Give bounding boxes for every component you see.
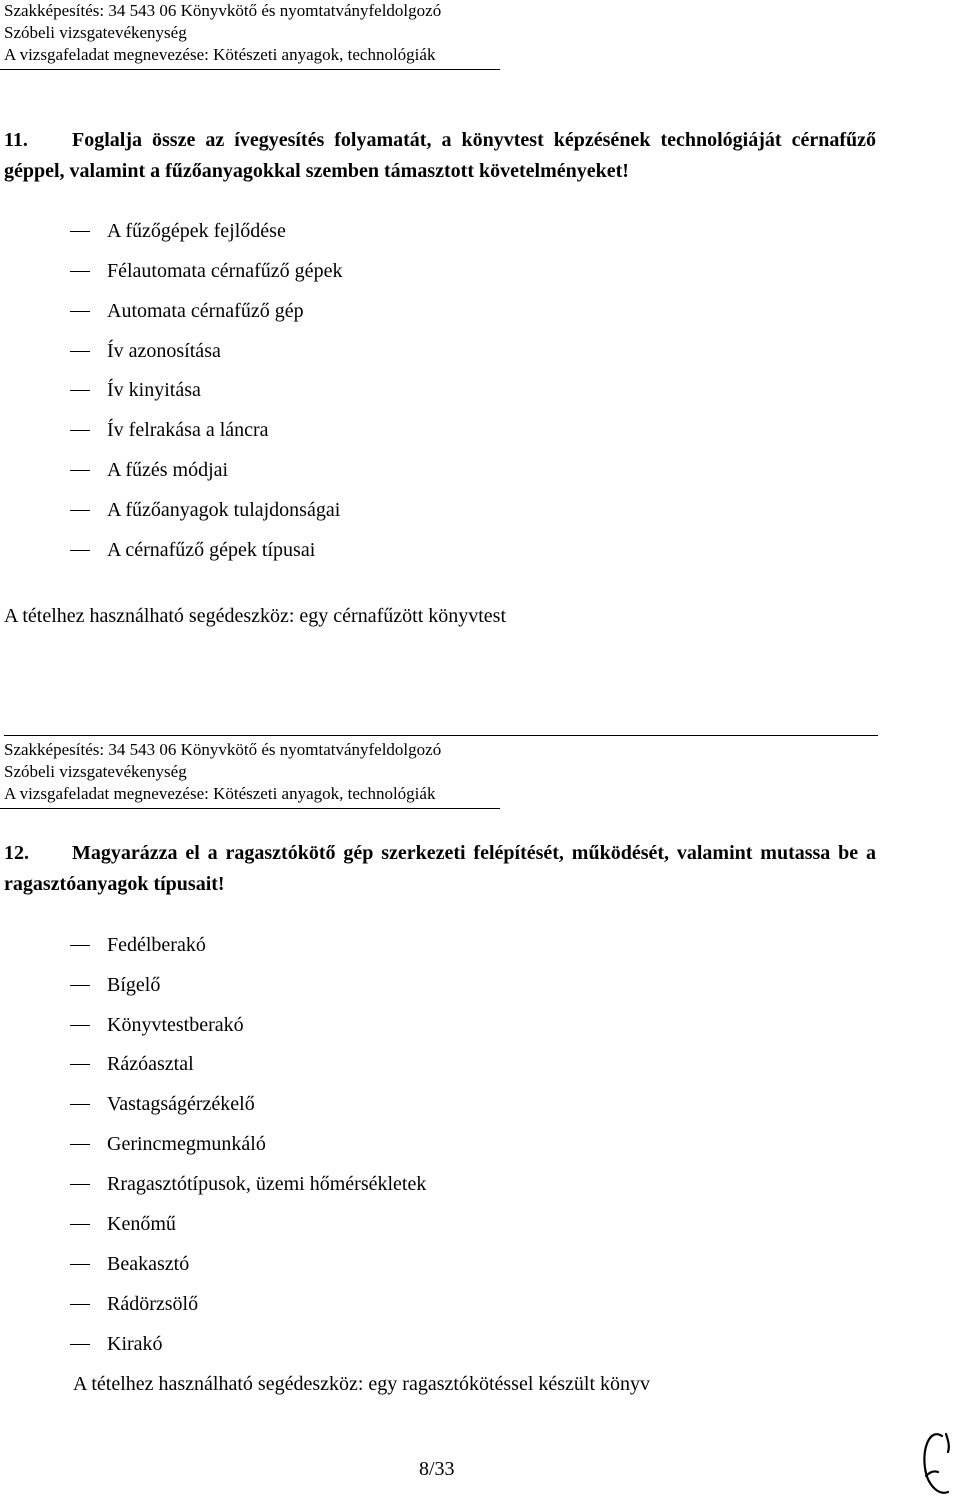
dash-bullet-icon — [70, 945, 90, 946]
list-item: Ív azonosítása — [70, 339, 221, 363]
list-item: A fűzés módjai — [70, 458, 228, 482]
dash-bullet-icon — [70, 470, 90, 471]
header-exam-activity: Szóbeli vizsgatevékenység — [4, 23, 187, 42]
header-qualification: Szakképesítés: 34 543 06 Könyvkötő és nyomtatványfeldolgozó — [4, 740, 442, 759]
list-item: Rázóasztal — [70, 1052, 194, 1076]
dash-bullet-icon — [70, 430, 90, 431]
dash-bullet-icon — [70, 311, 90, 312]
dash-bullet-icon — [70, 231, 90, 232]
dash-bullet-icon — [70, 550, 90, 551]
list-item: A fűzőanyagok tulajdonságai — [70, 498, 340, 522]
list-item: Beakasztó — [70, 1252, 189, 1276]
list-item: Vastagságérzékelő — [70, 1092, 255, 1116]
signature-mark-icon — [918, 1426, 956, 1505]
list-item: Kirakó — [70, 1332, 163, 1356]
question-text: Foglalja össze az ívegyesítés folyamatát, a könyvtest képzésének technológiáját cérnafűző géppel, valamint a fűzőanyagokkal szemben támasztott követelményeket! — [4, 129, 876, 182]
list-item: Kenőmű — [70, 1212, 176, 1236]
dash-bullet-icon — [70, 1344, 90, 1345]
dash-bullet-icon — [70, 1304, 90, 1305]
header-task-name: A vizsgafeladat megnevezése: Kötészeti anyagok, technológiák — [4, 784, 436, 803]
question-number: 12. — [4, 842, 29, 864]
header-exam-activity: Szóbeli vizsgatevékenység — [4, 762, 187, 781]
question-11 — [4, 125, 876, 187]
dash-bullet-icon — [70, 271, 90, 272]
question-text: Magyarázza el a ragasztókötő gép szerkezeti felépítését, működését, valamint mutassa be a ragasztóanyagok típusait! — [4, 842, 876, 895]
aid-note: A tételhez használható segédeszköz: egy cérnafűzött könyvtest — [4, 605, 507, 627]
header-rule — [0, 808, 500, 809]
dash-bullet-icon — [70, 985, 90, 986]
list-item: Gerincmegmunkáló — [70, 1132, 266, 1156]
dash-bullet-icon — [70, 510, 90, 511]
aid-note: A tételhez használható segédeszköz: egy ragasztókötéssel készült könyv — [73, 1373, 651, 1395]
page-number: 8/33 — [419, 1458, 455, 1480]
dash-bullet-icon — [70, 1025, 90, 1026]
dash-bullet-icon — [70, 351, 90, 352]
dash-bullet-icon — [70, 1224, 90, 1225]
list-item: Fedélberakó — [70, 933, 206, 957]
question-12 — [4, 838, 876, 900]
header-task-name: A vizsgafeladat megnevezése: Kötészeti anyagok, technológiák — [4, 45, 436, 64]
list-item: Félautomata cérnafűző gépek — [70, 259, 342, 283]
dash-bullet-icon — [70, 1264, 90, 1265]
list-item: A fűzőgépek fejlődése — [70, 219, 286, 243]
list-item: Ív felrakása a láncra — [70, 418, 269, 442]
question-number: 11. — [4, 129, 28, 151]
header-rule — [0, 69, 500, 70]
dash-bullet-icon — [70, 1104, 90, 1105]
page-separator — [4, 735, 878, 736]
header-qualification: Szakképesítés: 34 543 06 Könyvkötő és nyomtatványfeldolgozó — [4, 1, 442, 20]
list-item: Könyvtestberakó — [70, 1013, 244, 1037]
dash-bullet-icon — [70, 1064, 90, 1065]
list-item: Rádörzsölő — [70, 1292, 198, 1316]
dash-bullet-icon — [70, 1144, 90, 1145]
list-item: Ív kinyitása — [70, 378, 201, 402]
list-item: Automata cérnafűző gép — [70, 299, 304, 323]
list-item: A cérnafűző gépek típusai — [70, 538, 315, 562]
list-item: Rragasztótípusok, üzemi hőmérsékletek — [70, 1172, 426, 1196]
dash-bullet-icon — [70, 390, 90, 391]
list-item: Bígelő — [70, 973, 160, 997]
dash-bullet-icon — [70, 1184, 90, 1185]
